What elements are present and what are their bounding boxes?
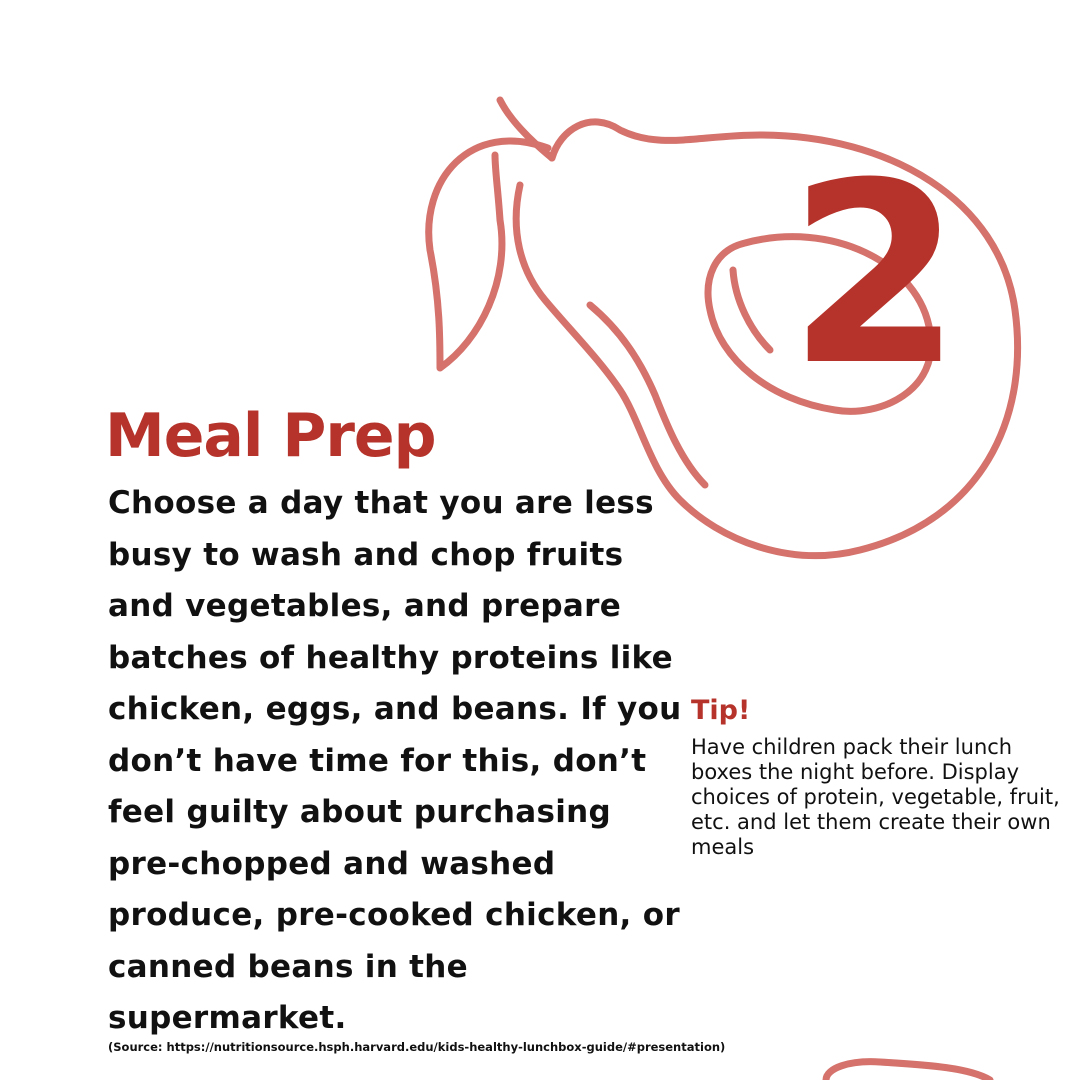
next-pear-outline (826, 1062, 990, 1080)
section-title: Meal Prep (105, 401, 436, 471)
section-body: Choose a day that you are less busy to wash and chop fruits and vegetables, and prepare batches of healthy proteins like chicken, eggs, and beans. If you don’t have time for this, don’t feel guilty about purchasing pre-chopped and washed produce, pre-cooked chicken, or canned beans in the supermarket. (108, 485, 682, 1036)
source-citation: (Source: https://nutritionsource.hsph.harvard.edu/kids-healthy-lunchbox-guide/#presentation) (108, 1040, 726, 1054)
step-number: 2 (788, 129, 958, 420)
leaf-icon (429, 141, 548, 368)
tip-heading: Tip! (691, 695, 751, 726)
pear-seed-line (733, 270, 770, 350)
pear-inner-edge (590, 305, 705, 485)
tip-text: Have children pack their lunch boxes the night before. Display choices of protein, vegetable, fruit, etc. and let them create their own meals (691, 735, 1060, 859)
